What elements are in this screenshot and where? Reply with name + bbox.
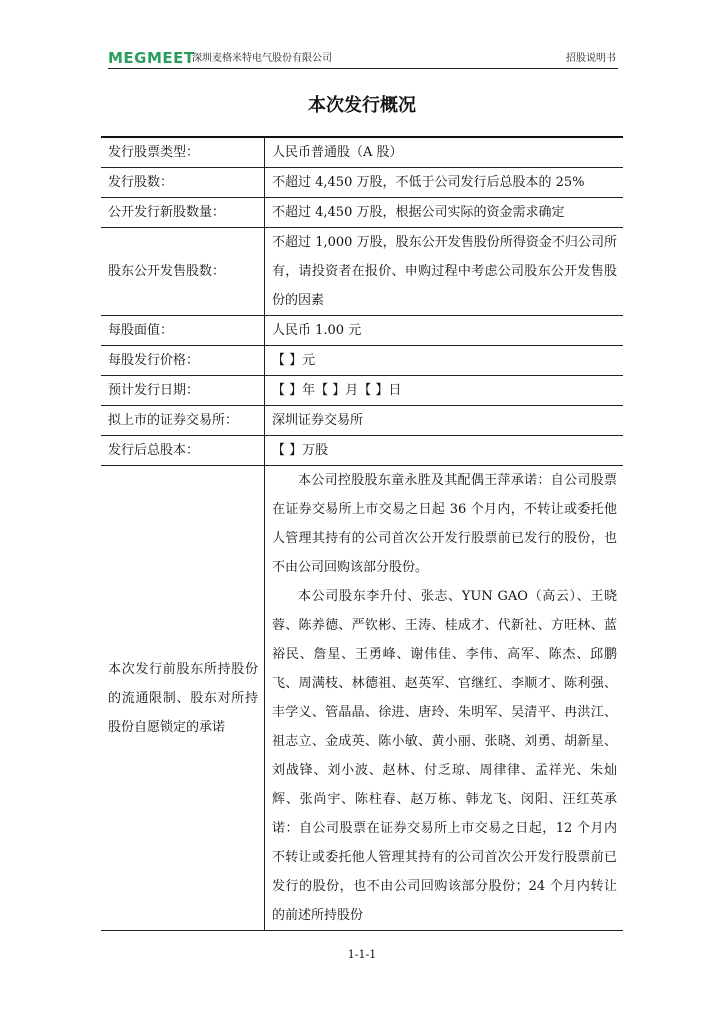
row-label: 拟上市的证券交易所：	[101, 406, 265, 436]
row-value: 不超过 1,000 万股，股东公开发售股份所得资金不归公司所有，请投资者在报价、申购过程中考虑公司股东公开发售股份的因素	[265, 228, 624, 316]
table-row	[101, 376, 623, 406]
table-row	[101, 198, 623, 228]
table-row	[101, 406, 623, 436]
row-label: 本次发行前股东所持股份的流通限制、股东对所持股份自愿锁定的承诺	[101, 466, 265, 931]
commitment-paragraph: 本公司股东李升付、张志、YUN GAO（高云）、王晓蓉、陈养德、严钦彬、王涛、桂成才、代新社、方旺林、蓝裕民、詹星、王勇峰、谢伟佳、李伟、高军、陈杰、邱鹏飞、周满枝、林德祖、赵英军、官继红、李顺才、陈利强、丰学义、管晶晶、徐进、唐玲、朱明军、吴清平、冉洪江、祖志立、金成英、陈小敏、黄小丽、张晓、刘勇、胡新星、刘战锋、刘小波、赵林、付乏琼、周律律、孟祥光、朱灿辉、张尚宇、陈柱春、赵万栋、韩龙飞、闵阳、汪红英承诺：自公司股票在证券交易所上市交易之日起，12 个月内不转让或委托他人管理其持有的公司首次公开发行股票前已发行的股份，也不由公司回购该部分股份；24 个月内转让的前述所持股份	[272, 589, 617, 923]
table-row	[101, 346, 623, 376]
table-row	[101, 168, 623, 198]
company-logo: MEGMEET	[108, 49, 195, 67]
page-header	[108, 50, 618, 69]
row-value: 【 】万股	[265, 436, 624, 466]
row-value: 不超过 4,450 万股，不低于公司发行后总股本的 25%	[265, 168, 624, 198]
row-label: 发行股票类型：	[101, 137, 265, 168]
row-value: 人民币 1.00 元	[265, 316, 624, 346]
row-value	[265, 466, 624, 931]
table-row	[101, 466, 623, 931]
row-label: 股东公开发售股数：	[101, 228, 265, 316]
row-label: 公开发行新股数量：	[101, 198, 265, 228]
row-label: 发行股数：	[101, 168, 265, 198]
row-value: 人民币普通股（A 股）	[265, 137, 624, 168]
table-row	[101, 436, 623, 466]
table-row	[101, 228, 623, 316]
row-value: 【 】元	[265, 346, 624, 376]
row-label: 每股面值：	[101, 316, 265, 346]
row-value: 深圳证券交易所	[265, 406, 624, 436]
row-label: 每股发行价格：	[101, 346, 265, 376]
page-number: 1-1-1	[347, 948, 377, 961]
commitment-paragraph: 本公司控股股东童永胜及其配偶王萍承诺：自公司股票在证券交易所上市交易之日起 36 个月内，不转让或委托他人管理其持有的公司首次公开发行股票前已发行的股份，也不由公司回购该部分股份。	[272, 473, 617, 575]
offering-summary-table	[101, 136, 623, 931]
row-value: 【 】年【 】月【 】日	[265, 376, 624, 406]
company-name: 深圳麦格米特电气股份有限公司	[192, 53, 332, 64]
table-row	[101, 316, 623, 346]
page-title: 本次发行概况	[308, 95, 416, 116]
row-value: 不超过 4,450 万股，根据公司实际的资金需求确定	[265, 198, 624, 228]
document-type: 招股说明书	[566, 53, 616, 64]
table-row	[101, 137, 623, 168]
row-label: 发行后总股本：	[101, 436, 265, 466]
row-label: 预计发行日期：	[101, 376, 265, 406]
